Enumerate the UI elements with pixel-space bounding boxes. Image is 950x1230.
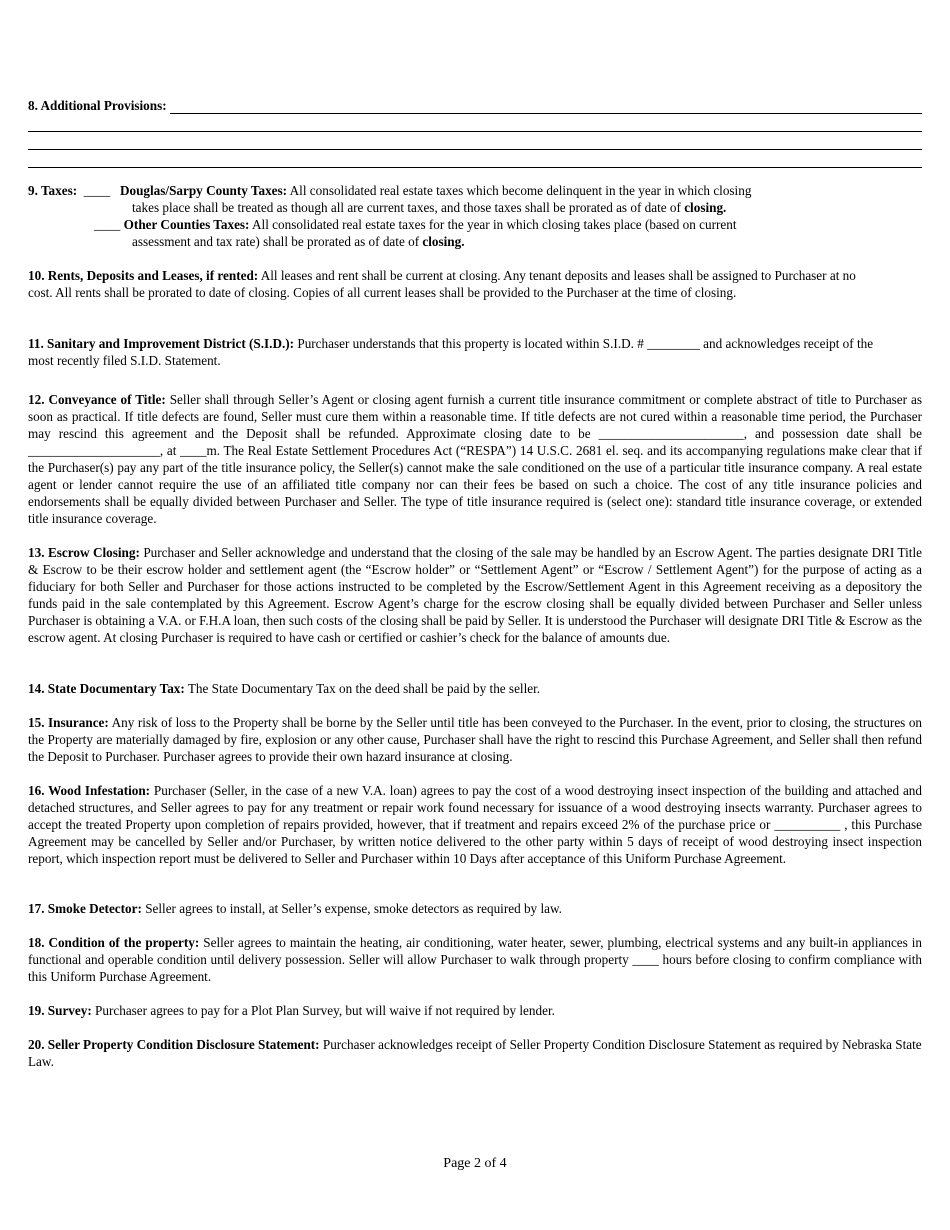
section-heading: 18. Condition of the property: <box>28 935 200 950</box>
section-heading: 12. Conveyance of Title: <box>28 392 166 407</box>
section-heading: 9. Taxes: <box>28 183 78 198</box>
section-survey <box>28 1002 922 1019</box>
section-wood-infestation <box>28 782 922 867</box>
page-number: Page 2 of 4 <box>443 1156 507 1171</box>
section-heading: 11. Sanitary and Improvement District (S.I.D.): <box>28 336 295 351</box>
provisions-blank-line[interactable] <box>28 114 922 132</box>
section-heading: 15. Insurance: <box>28 715 109 730</box>
section-heading: 17. Smoke Detector: <box>28 901 142 916</box>
section-conveyance <box>28 391 922 527</box>
other-check-blank[interactable]: ____ <box>94 217 121 232</box>
section-smoke-detector <box>28 900 922 917</box>
douglas-text: takes place shall be treated as though all are current taxes, and those taxes shall be prorated as of date of <box>132 200 685 215</box>
other-counties-text: All consolidated real estate taxes for the year in which closing takes place (based on current <box>249 217 737 232</box>
section-escrow <box>28 544 922 646</box>
section-text: Purchaser acknowledges receipt of Seller Property Condition Disclosure Statement as required by Nebraska State Law. <box>28 1037 922 1069</box>
douglas-text: All consolidated real estate taxes which become delinquent in the year in which closing <box>287 183 752 198</box>
section-disclosure <box>28 1036 922 1070</box>
section-text: Seller shall through Seller’s Agent or closing agent furnish a current title insurance commitment or complete abstract of title to Purchaser as soon as practical. If title defects are found, Seller must cure them within a reasonable time. If title defects are not cured within a reasonable time period, the Purchaser may rescind this agreement and the Deposit shall be refunded. Approximate closing date to be ______________________, and possession date shall be ____________________, at ____m. The Real Estate Settlement Procedures Act (“RESPA”) 14 U.S.C. 2681 el. seq. and its accompanying regulations make clear that if the Purchaser(s) pay any part of the title insurance policy, the Seller(s) cannot make the sale conditioned on the use of a particular title insurance company. A real estate agent or lender cannot require the use of an affiliated title company nor can their fees be based on such a choice. The cost of any title insurance policies and endorsements shall be equally divided between Purchaser and Seller. The type of title insurance required is (select one): standard title insurance coverage, or extended title insurance coverage. <box>28 392 922 526</box>
provisions-blank-line[interactable] <box>28 132 922 150</box>
closing-word: closing. <box>422 234 465 249</box>
section-heading: 19. Survey: <box>28 1003 92 1018</box>
section-text: Purchaser understands that this property is located within S.I.D. # ________ and acknowledges receipt of the most recently filed S.I.D. Statement. <box>28 336 874 368</box>
section-heading: 20. Seller Property Condition Disclosure Statement: <box>28 1037 320 1052</box>
section-text: Any risk of loss to the Property shall be borne by the Seller until title has been conveyed to the Purchaser. In the event, prior to closing, the structures on the Property are materially damaged by fire, explosion or any other cause, Purchaser shall have the right to rescind this Purchase Agreement, and Seller shall then refund the Deposit to Purchaser. Purchaser agrees to provide their own hazard insurance at closing. <box>28 715 923 764</box>
section-text: Purchaser agrees to pay for a Plot Plan Survey, but will waive if not required by lender. <box>91 1003 555 1018</box>
section-heading: 10. Rents, Deposits and Leases, if rented: <box>28 268 259 283</box>
section-heading: 13. Escrow Closing: <box>28 545 140 560</box>
section-condition <box>28 934 922 985</box>
closing-word: closing. <box>684 200 727 215</box>
other-counties-label: Other Counties Taxes: <box>123 217 250 232</box>
section-documentary-tax <box>28 680 922 697</box>
section-additional-provisions <box>28 96 922 168</box>
section-insurance <box>28 714 922 765</box>
section-text: Seller agrees to install, at Seller’s expense, smoke detectors as required by law. <box>141 901 562 916</box>
provisions-blank-line[interactable] <box>28 150 922 168</box>
provisions-blank-line[interactable] <box>170 98 922 114</box>
section-text: Seller agrees to maintain the heating, air conditioning, water heater, sewer, plumbing, electrical systems and any built-in appliances in functional and operable condition until delivery possession. Seller will allow Purchaser to walk through property ____ hours before closing to confirm compliance with this Uniform Purchase Agreement. <box>28 935 923 984</box>
section-heading: 16. Wood Infestation: <box>28 783 151 798</box>
section-taxes <box>28 182 922 250</box>
section-heading: 14. State Documentary Tax: <box>28 681 185 696</box>
douglas-check-blank[interactable]: ____ <box>83 183 111 198</box>
douglas-label: Douglas/Sarpy County Taxes: <box>119 183 288 198</box>
section-text: All leases and rent shall be current at closing. Any tenant deposits and leases shall be assigned to Purchaser at no cost. All rents shall be prorated to date of closing. Copies of all current leases shall be provided to the Purchaser at the time of closing. <box>28 268 856 300</box>
section-text: The State Documentary Tax on the deed shall be paid by the seller. <box>184 681 541 696</box>
section-text: Purchaser (Seller, in the case of a new V.A. loan) agrees to pay the cost of a wood destroying insect inspection of the building and attached and detached structures, and Seller agrees to pay for any treatment or repair work found necessary for issuance of a wood destroying insects warranty. Purchaser agrees to accept the treated Property upon completion of repairs provided, however, that if treatment and repairs exceed 2% of the purchase price or __________ , this Purchase Agreement may be cancelled by Seller and/or Purchaser, by written notice delivered to the other party within 5 days of receipt of wood destroying insect inspection report, which inspection report must be delivered to Seller and Purchaser within 10 Days after acceptance of this Uniform Purchase Agreement. <box>28 783 922 866</box>
section-rents <box>28 267 922 301</box>
section-heading: 8. Additional Provisions: <box>28 98 167 113</box>
section-text: Purchaser and Seller acknowledge and understand that the closing of the sale may be handled by an Escrow Agent. The parties designate DRI Title & Escrow to be their escrow holder and settlement agent (the “Escrow holder” or “Settlement Agent” or “Escrow / Settlement Agent”) for the purpose of acting as a fiduciary for both Seller and Purchaser for those actions instructed to be completed by the Escrow/Settlement Agent in this Agreement receiving as a depository the funds paid in the sale contemplated by this Agreement. Escrow Agent’s charge for the escrow closing shall be equally divided between Purchaser and Seller unless Purchaser is obtaining a V.A. or F.H.A loan, then such costs of the closing shall be paid by Seller. It is understood the Purchaser will designate DRI Title & Escrow as the escrow agent. At closing Purchaser is required to have cash or certified or cashier’s check for the balance of amounts due. <box>28 545 922 645</box>
section-sid <box>28 335 922 369</box>
other-counties-text: assessment and tax rate) shall be prorated as of date of <box>132 234 423 249</box>
